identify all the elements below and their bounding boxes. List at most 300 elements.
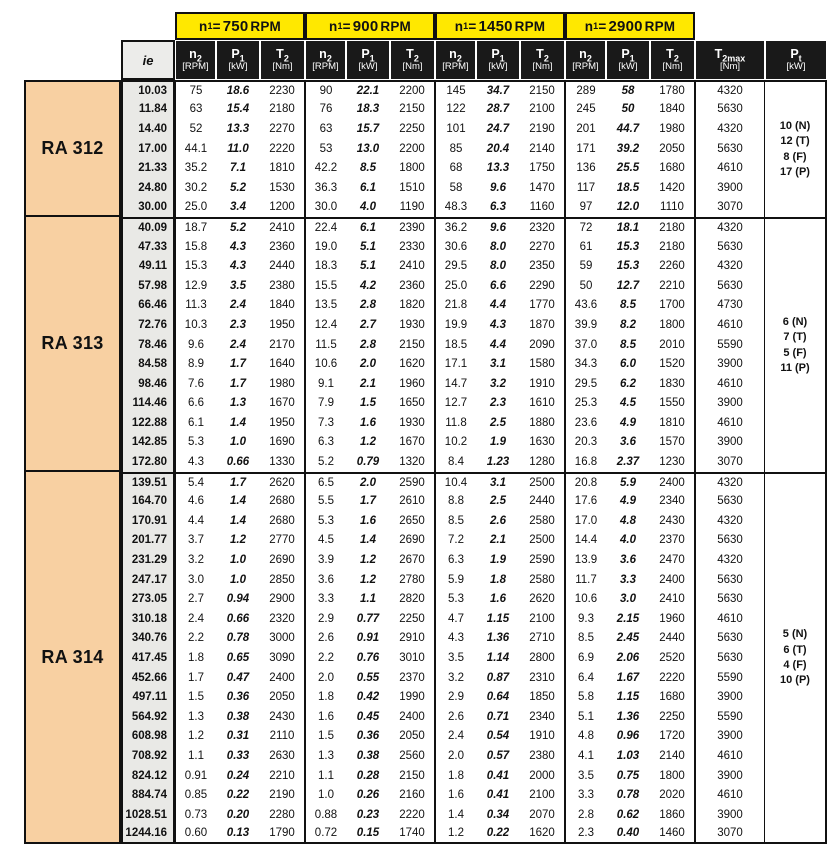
t2-value-cell: 1550 [650,394,695,414]
n2-value-cell: 1.4 [435,805,476,825]
ratio-cell: 884.74 [121,785,175,805]
n2-value-cell: 36.2 [435,217,476,237]
t2max-cell: 3070 [695,825,765,845]
n2-value-cell: 15.3 [175,256,216,276]
ratio-cell: 201.77 [121,531,175,551]
t2-value-cell: 2270 [520,237,565,257]
t2max-cell: 5630 [695,100,765,120]
t2-value-cell: 3090 [260,648,305,668]
t2max-cell: 3070 [695,198,765,218]
p1-value-cell: 20.4 [476,139,520,159]
t2-value-cell: 2250 [390,119,435,139]
t2-value-cell: 2200 [390,139,435,159]
n2-value-cell: 13.5 [305,296,346,316]
n2-value-cell: 20.3 [565,433,606,453]
n2-value-cell: 8.8 [435,491,476,511]
p1-value-cell: 0.66 [216,452,260,472]
t2-value-cell: 1810 [650,413,695,433]
p1-value-cell: 18.5 [606,178,650,198]
p1-value-cell: 0.38 [216,707,260,727]
ratio-cell: 170.91 [121,511,175,531]
p1-value-cell: 4.8 [606,511,650,531]
col-header-p1: $P_1$ [kW] [216,40,260,80]
n2-value-cell: 30.0 [305,198,346,218]
n2-value-cell: 30.6 [435,237,476,257]
p1-value-cell: 1.67 [606,668,650,688]
t2-value-cell: 2350 [520,256,565,276]
col-header-n2: $n_2$ [RPM] [305,40,346,80]
col-header-n2: $n_2$ [RPM] [565,40,606,80]
n2-value-cell: 6.5 [305,472,346,492]
t2-value-cell: 2140 [650,746,695,766]
p1-value-cell: 0.71 [476,707,520,727]
p1-value-cell: 18.1 [606,217,650,237]
n2-value-cell: 3.7 [175,531,216,551]
t2-value-cell: 1950 [260,413,305,433]
t2-value-cell: 2090 [520,335,565,355]
t2-value-cell: 2290 [520,276,565,296]
p1-value-cell: 0.36 [216,687,260,707]
p1-value-cell: 15.7 [346,119,390,139]
t2-value-cell: 2100 [520,785,565,805]
n2-value-cell: 4.3 [435,629,476,649]
t2max-cell: 5630 [695,139,765,159]
speed-header: n 1 = 900 RPM [305,12,435,40]
n2-value-cell: 171 [565,139,606,159]
t2-value-cell: 2580 [520,570,565,590]
n2-value-cell: 43.6 [565,296,606,316]
t2-value-cell: 2360 [390,276,435,296]
t2max-cell: 5630 [695,648,765,668]
model-label: RA 313 [24,217,121,472]
t2max-cell: 3900 [695,687,765,707]
n2-value-cell: 21.8 [435,296,476,316]
t2-value-cell: 1190 [390,198,435,218]
ratio-cell: 273.05 [121,589,175,609]
p1-value-cell: 5.1 [346,237,390,257]
n2-value-cell: 0.72 [305,825,346,845]
p1-value-cell: 0.23 [346,805,390,825]
ratio-cell: 72.76 [121,315,175,335]
n2-value-cell: 1.0 [305,785,346,805]
p1-value-cell: 1.36 [606,707,650,727]
ratio-cell: 122.88 [121,413,175,433]
n2-value-cell: 11.5 [305,335,346,355]
n2-value-cell: 4.8 [565,727,606,747]
p1-value-cell: 7.1 [216,158,260,178]
p1-value-cell: 3.0 [606,589,650,609]
n2-value-cell: 201 [565,119,606,139]
p1-value-cell: 0.38 [346,746,390,766]
n2-value-cell: 12.9 [175,276,216,296]
t2-value-cell: 2440 [260,256,305,276]
t2-value-cell: 2390 [390,217,435,237]
t2-value-cell: 2690 [260,550,305,570]
t2-value-cell: 1530 [260,178,305,198]
n2-value-cell: 1.3 [305,746,346,766]
p1-value-cell: 5.2 [216,217,260,237]
t2-value-cell: 2500 [520,531,565,551]
t2-value-cell: 2500 [520,472,565,492]
n2-value-cell: 5.9 [435,570,476,590]
p1-value-cell: 13.0 [346,139,390,159]
t2-value-cell: 1700 [650,296,695,316]
n2-value-cell: 2.0 [435,746,476,766]
t2-value-cell: 2210 [650,276,695,296]
p1-value-cell: 2.37 [606,452,650,472]
p1-value-cell: 1.14 [476,648,520,668]
t2max-cell: 5630 [695,237,765,257]
ratio-cell: 172.80 [121,452,175,472]
n2-value-cell: 14.4 [565,531,606,551]
t2-value-cell: 2190 [520,119,565,139]
t2-value-cell: 2100 [520,100,565,120]
p1-value-cell: 2.5 [476,413,520,433]
p1-value-cell: 0.34 [476,805,520,825]
t2-value-cell: 2200 [390,80,435,100]
p1-value-cell: 1.36 [476,629,520,649]
t2-value-cell: 1740 [390,825,435,845]
t2max-cell: 4730 [695,296,765,316]
t2max-cell: 3070 [695,452,765,472]
p1-value-cell: 1.03 [606,746,650,766]
ratio-cell: 1028.51 [121,805,175,825]
n2-value-cell: 42.2 [305,158,346,178]
p1-value-cell: 13.3 [476,158,520,178]
t2-value-cell: 1160 [520,198,565,218]
n2-value-cell: 7.6 [175,374,216,394]
col-header-p1: $P_1$ [kW] [606,40,650,80]
t2max-cell: 5630 [695,629,765,649]
n2-value-cell: 2.6 [305,629,346,649]
n2-value-cell: 1.6 [435,785,476,805]
p1-value-cell: 2.15 [606,609,650,629]
t2-value-cell: 2410 [260,217,305,237]
n2-value-cell: 5.3 [305,511,346,531]
ratio-cell: 114.46 [121,394,175,414]
p1-value-cell: 2.45 [606,629,650,649]
p1-value-cell: 0.94 [216,589,260,609]
n2-value-cell: 25.0 [175,198,216,218]
t2-value-cell: 2000 [520,766,565,786]
t2max-cell: 5630 [695,276,765,296]
t2-value-cell: 2910 [390,629,435,649]
ratio-cell: 247.17 [121,570,175,590]
n2-value-cell: 1.2 [435,825,476,845]
n2-value-cell: 3.9 [305,550,346,570]
p1-value-cell: 1.6 [476,589,520,609]
n2-value-cell: 12.4 [305,315,346,335]
n2-value-cell: 18.7 [175,217,216,237]
p1-value-cell: 0.54 [476,727,520,747]
n2-value-cell: 3.2 [175,550,216,570]
p1-value-cell: 8.0 [476,237,520,257]
n2-value-cell: 8.5 [565,629,606,649]
t2-value-cell: 3010 [390,648,435,668]
t2-value-cell: 1950 [260,315,305,335]
t2max-cell: 3900 [695,178,765,198]
n2-value-cell: 17.1 [435,354,476,374]
p1-value-cell: 1.0 [216,550,260,570]
p1-value-cell: 3.4 [216,198,260,218]
n2-value-cell: 63 [175,100,216,120]
p1-value-cell: 12.0 [606,198,650,218]
p1-value-cell: 6.3 [476,198,520,218]
n2-value-cell: 6.3 [435,550,476,570]
p1-value-cell: 0.15 [346,825,390,845]
n2-value-cell: 7.9 [305,394,346,414]
t2-value-cell: 2770 [260,531,305,551]
t2-value-cell: 1680 [650,687,695,707]
t2-value-cell: 1960 [650,609,695,629]
n2-value-cell: 101 [435,119,476,139]
ratio-cell: 57.98 [121,276,175,296]
p1-value-cell: 2.1 [346,374,390,394]
t2-value-cell: 2400 [260,668,305,688]
p1-value-cell: 8.0 [476,256,520,276]
t2max-cell: 4320 [695,550,765,570]
p1-value-cell: 6.2 [606,374,650,394]
p1-value-cell: 50 [606,100,650,120]
n2-value-cell: 17.0 [565,511,606,531]
t2-value-cell: 1820 [390,296,435,316]
t2max-cell: 4320 [695,217,765,237]
t2-value-cell: 1650 [390,394,435,414]
t2-value-cell: 2710 [520,629,565,649]
p1-value-cell: 2.0 [346,354,390,374]
t2-value-cell: 2440 [520,491,565,511]
n2-value-cell: 2.4 [175,609,216,629]
t2-value-cell: 2270 [260,119,305,139]
ratio-cell: 84.58 [121,354,175,374]
t2-value-cell: 2620 [260,472,305,492]
t2-value-cell: 2900 [260,589,305,609]
p1-value-cell: 1.0 [216,570,260,590]
p1-value-cell: 1.5 [346,394,390,414]
n2-value-cell: 2.9 [305,609,346,629]
p1-value-cell: 2.7 [346,315,390,335]
pt-cell: 6 (N) 7 (T) 5 (F) 11 (P) [765,217,827,472]
n2-value-cell: 6.3 [305,433,346,453]
ratio-cell: 340.76 [121,629,175,649]
p1-value-cell: 2.06 [606,648,650,668]
n2-value-cell: 9.6 [175,335,216,355]
p1-value-cell: 8.5 [606,335,650,355]
t2-value-cell: 1610 [520,394,565,414]
col-header-t2max: $T_{2max}$ [Nm] [695,40,765,80]
p1-value-cell: 3.1 [476,472,520,492]
p1-value-cell: 4.4 [476,296,520,316]
n2-value-cell: 30.2 [175,178,216,198]
ratio-cell: 139.51 [121,472,175,492]
n2-value-cell: 1.3 [175,707,216,727]
t2-value-cell: 2360 [260,237,305,257]
pt-cell: 5 (N) 6 (T) 4 (F) 10 (P) [765,472,827,844]
t2-value-cell: 1850 [520,687,565,707]
p1-value-cell: 6.0 [606,354,650,374]
p1-value-cell: 4.0 [606,531,650,551]
ratio-cell: 66.46 [121,296,175,316]
p1-value-cell: 1.2 [346,570,390,590]
p1-value-cell: 8.5 [606,296,650,316]
p1-value-cell: 0.75 [606,766,650,786]
t2-value-cell: 2800 [520,648,565,668]
t2-value-cell: 2220 [390,805,435,825]
t2-value-cell: 2050 [260,687,305,707]
t2-value-cell: 2380 [260,276,305,296]
n2-value-cell: 1.5 [305,727,346,747]
n2-value-cell: 10.6 [305,354,346,374]
p1-value-cell: 1.9 [476,550,520,570]
t2max-cell: 3900 [695,727,765,747]
n2-value-cell: 63 [305,119,346,139]
col-header-t2: $T_2$ [Nm] [260,40,305,80]
t2-value-cell: 1750 [520,158,565,178]
t2-value-cell: 2190 [260,785,305,805]
p1-value-cell: 0.40 [606,825,650,845]
p1-value-cell: 3.1 [476,354,520,374]
t2-value-cell: 1830 [650,374,695,394]
ratio-cell: 24.80 [121,178,175,198]
p1-value-cell: 6.1 [346,217,390,237]
n2-value-cell: 61 [565,237,606,257]
t2-value-cell: 1800 [650,766,695,786]
p1-value-cell: 0.45 [346,707,390,727]
t2-value-cell: 1960 [390,374,435,394]
p1-value-cell: 2.0 [346,472,390,492]
t2-value-cell: 2430 [260,707,305,727]
t2-value-cell: 2020 [650,785,695,805]
n2-value-cell: 0.60 [175,825,216,845]
t2-value-cell: 2340 [650,491,695,511]
n2-value-cell: 18.3 [305,256,346,276]
p1-value-cell: 4.0 [346,198,390,218]
t2max-cell: 4320 [695,80,765,100]
n2-value-cell: 0.88 [305,805,346,825]
ratio-cell: 231.29 [121,550,175,570]
ratio-cell: 17.00 [121,139,175,159]
p1-value-cell: 0.22 [476,825,520,845]
t2max-cell: 5630 [695,531,765,551]
t2-value-cell: 2690 [390,531,435,551]
t2-value-cell: 1930 [390,413,435,433]
t2-value-cell: 2320 [520,217,565,237]
t2-value-cell: 1620 [390,354,435,374]
ratio-cell: 564.92 [121,707,175,727]
t2-value-cell: 1930 [390,315,435,335]
t2-value-cell: 1770 [520,296,565,316]
p1-value-cell: 4.3 [216,237,260,257]
p1-value-cell: 34.7 [476,80,520,100]
ratio-cell: 10.03 [121,80,175,100]
t2-value-cell: 2050 [650,139,695,159]
t2-value-cell: 2650 [390,511,435,531]
t2-value-cell: 2220 [650,668,695,688]
col-header-p1: $P_1$ [kW] [346,40,390,80]
p1-value-cell: 1.0 [216,433,260,453]
n2-value-cell: 2.2 [305,648,346,668]
p1-value-cell: 24.7 [476,119,520,139]
t2-value-cell: 1460 [650,825,695,845]
p1-value-cell: 2.3 [216,315,260,335]
p1-value-cell: 1.23 [476,452,520,472]
t2max-cell: 3900 [695,433,765,453]
n2-value-cell: 68 [435,158,476,178]
t2-value-cell: 2180 [260,100,305,120]
p1-value-cell: 0.41 [476,766,520,786]
p1-value-cell: 0.13 [216,825,260,845]
n2-value-cell: 34.3 [565,354,606,374]
n2-value-cell: 29.5 [565,374,606,394]
p1-value-cell: 0.91 [346,629,390,649]
p1-value-cell: 4.9 [606,491,650,511]
p1-value-cell: 1.15 [476,609,520,629]
p1-value-cell: 1.2 [346,550,390,570]
ratio-cell: 824.12 [121,766,175,786]
n2-value-cell: 289 [565,80,606,100]
t2max-cell: 5590 [695,707,765,727]
n2-value-cell: 1.6 [305,707,346,727]
t2max-cell: 5630 [695,589,765,609]
p1-value-cell: 4.3 [476,315,520,335]
ratio-cell: 30.00 [121,198,175,218]
t2-value-cell: 1910 [520,727,565,747]
p1-value-cell: 3.6 [606,433,650,453]
p1-value-cell: 0.66 [216,609,260,629]
n2-value-cell: 245 [565,100,606,120]
n2-value-cell: 23.6 [565,413,606,433]
n2-value-cell: 11.8 [435,413,476,433]
p1-value-cell: 6.1 [346,178,390,198]
n2-value-cell: 29.5 [435,256,476,276]
n2-value-cell: 11.3 [175,296,216,316]
p1-value-cell: 0.47 [216,668,260,688]
n2-value-cell: 17.6 [565,491,606,511]
t2-value-cell: 1640 [260,354,305,374]
p1-value-cell: 4.9 [606,413,650,433]
p1-value-cell: 15.4 [216,100,260,120]
n2-value-cell: 6.9 [565,648,606,668]
p1-value-cell: 39.2 [606,139,650,159]
t2-value-cell: 2520 [650,648,695,668]
p1-value-cell: 0.26 [346,785,390,805]
p1-value-cell: 0.24 [216,766,260,786]
n2-value-cell: 136 [565,158,606,178]
n2-value-cell: 0.73 [175,805,216,825]
t2-value-cell: 2150 [390,766,435,786]
p1-value-cell: 1.2 [346,433,390,453]
t2-value-cell: 2590 [520,550,565,570]
t2-value-cell: 2400 [650,570,695,590]
t2-value-cell: 2320 [260,609,305,629]
t2-value-cell: 1320 [390,452,435,472]
n2-value-cell: 8.4 [435,452,476,472]
n2-value-cell: 3.5 [435,648,476,668]
n2-value-cell: 4.1 [565,746,606,766]
p1-value-cell: 3.6 [606,550,650,570]
ratio-cell: 708.92 [121,746,175,766]
n2-value-cell: 10.2 [435,433,476,453]
ratio-cell: 497.11 [121,687,175,707]
p1-value-cell: 0.33 [216,746,260,766]
n2-value-cell: 8.5 [435,511,476,531]
p1-value-cell: 5.1 [346,256,390,276]
t2-value-cell: 1840 [260,296,305,316]
t2-value-cell: 2370 [390,668,435,688]
n2-value-cell: 2.2 [175,629,216,649]
t2-value-cell: 2250 [390,609,435,629]
n2-value-cell: 20.8 [565,472,606,492]
